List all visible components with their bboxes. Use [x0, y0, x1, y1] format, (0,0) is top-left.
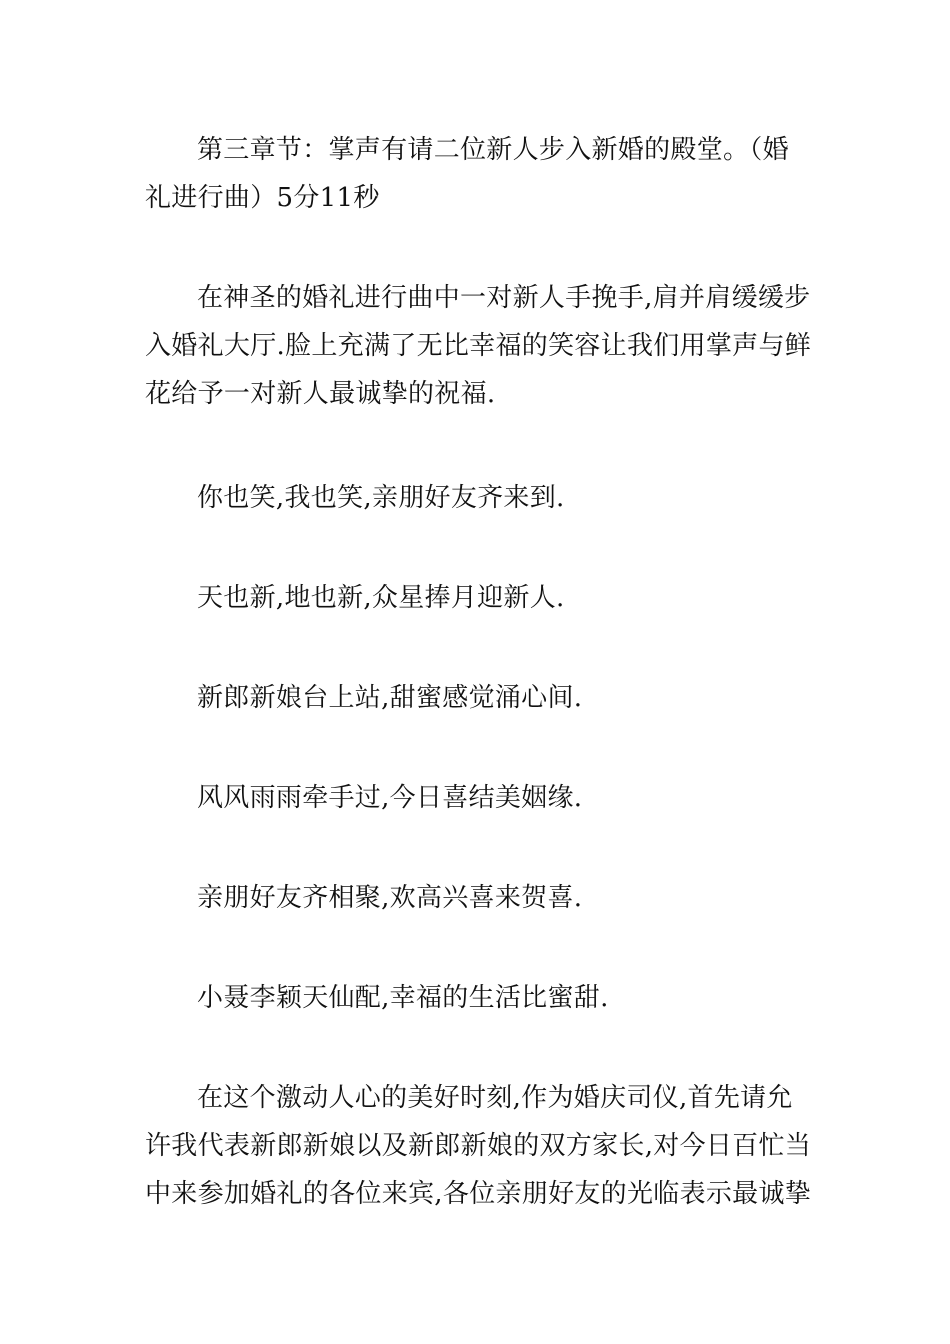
text-line: 风风雨雨牵手过,今日喜结美姻缘. — [197, 783, 583, 813]
text-line: 许我代表新郎新娘以及新郎新娘的双方家长,对今日百忙当 — [145, 1131, 812, 1161]
text-line: 在神圣的婚礼进行曲中一对新人手挽手,肩并肩缓缓步 — [197, 283, 811, 313]
text-line: 天也新,地也新,众星捧月迎新人. — [197, 583, 565, 613]
text-line: 中来参加婚礼的各位来宾,各位亲朋好友的光临表示最诚挚 — [145, 1179, 812, 1209]
verse-line-2 — [145, 574, 807, 622]
text-line: 在这个激动人心的美好时刻,作为婚庆司仪,首先请允 — [197, 1083, 793, 1113]
paragraph-host-welcome — [145, 1074, 812, 1218]
text-line: 入婚礼大厅.脸上充满了无比幸福的笑容让我们用掌声与鲜 — [145, 331, 812, 361]
verse-line-3 — [145, 674, 807, 722]
verse-line-5 — [145, 874, 807, 922]
verse-line-6 — [145, 974, 807, 1022]
text-line: 花给予一对新人最诚挚的祝福. — [145, 379, 496, 409]
verse-line-4 — [145, 774, 807, 822]
text-line: 你也笑,我也笑,亲朋好友齐来到. — [197, 483, 565, 513]
text-line: 新郎新娘台上站,甜蜜感觉涌心间. — [197, 683, 583, 713]
verse-line-1 — [145, 474, 807, 522]
text-line: 礼进行曲）5分11秒 — [145, 183, 380, 213]
text-line: 第三章节：掌声有请二位新人步入新婚的殿堂。（婚 — [197, 135, 789, 165]
text-line: 小聂李颖天仙配,幸福的生活比蜜甜. — [197, 983, 609, 1013]
text-line: 亲朋好友齐相聚,欢高兴喜来贺喜. — [197, 883, 583, 913]
paragraph-chapter-three — [145, 126, 807, 222]
paragraph-wedding-march — [145, 274, 812, 418]
